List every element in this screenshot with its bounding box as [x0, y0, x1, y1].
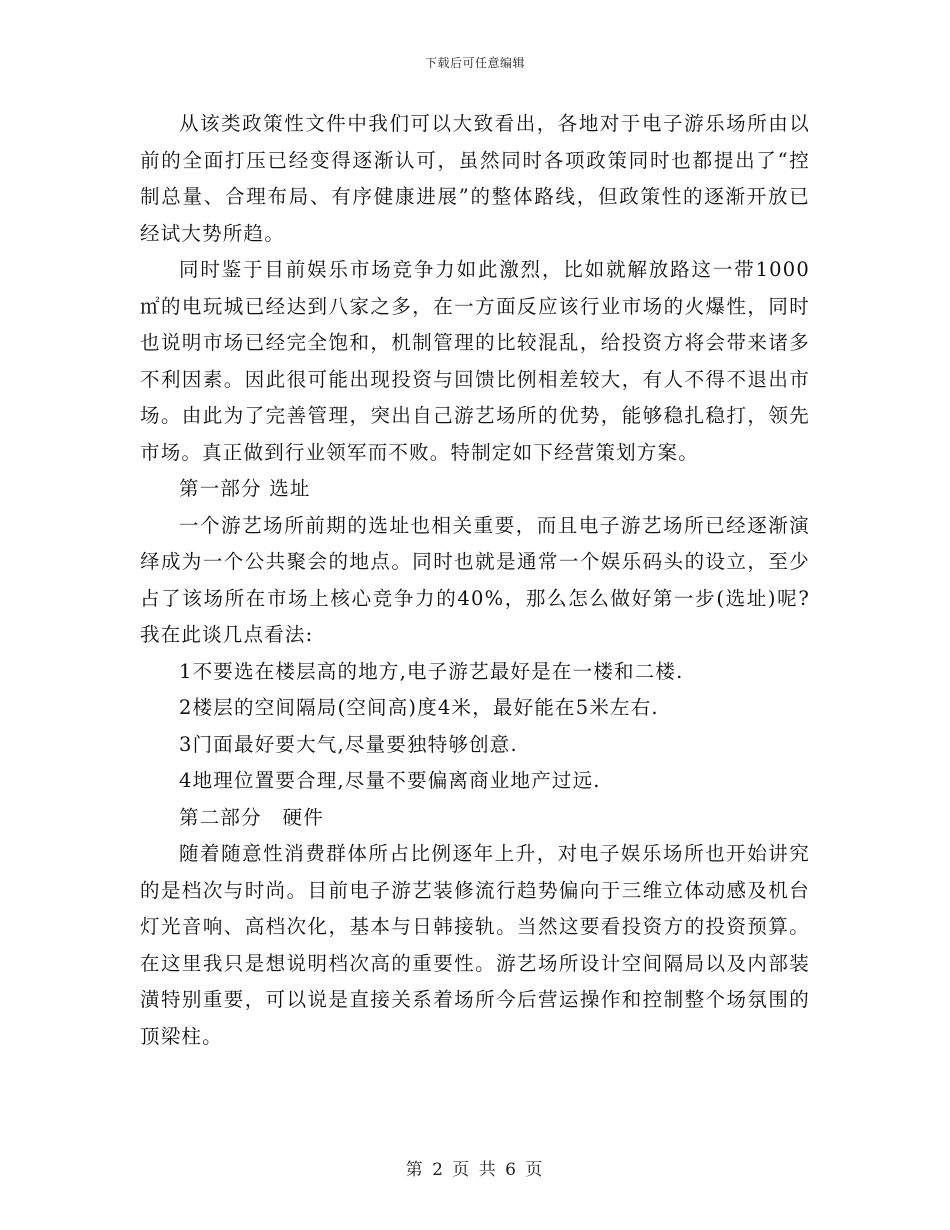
- paragraph-location: 一个游艺场所前期的选址也相关重要，而且电子游艺场所已经逐渐演绎成为一个公共聚会的地点。同时也就是通常一个娱乐码头的设立，至少占了该场所在市场上核心竞争力的40%，那么怎么做好第一步(选址)呢?我在此谈几点看法:: [140, 513, 810, 646]
- paragraph-hardware: 随着随意性消费群体所占比例逐年上升，对电子娱乐场所也开始讲究的是档次与时尚。目前电子游艺装修流行趋势偏向于三维立体动感及机台灯光音响、高档次化，基本与日韩接轨。当然这要看投资方的投资预算。在这里我只是想说明档次高的重要性。游艺场所设计空间隔局以及内部装潢特别重要，可以说是直接关系着场所今后营运操作和控制整个场氛围的顶梁柱。: [140, 842, 810, 1048]
- page-footer: 第 2 页 共 6 页: [405, 1160, 545, 1180]
- section-heading-hardware: 第二部分 硬件: [179, 805, 324, 829]
- document-body: [140, 106, 810, 1055]
- paragraph-policy: 从该类政策性文件中我们可以大致看出，各地对于电子游乐场所由以前的全面打压已经变得逐渐认可，虽然同时各项政策同时也都提出了“控制总量、合理布局、有序健康进展”的整体路线，但政策性的逐渐开放已经试大势所趋。: [140, 112, 810, 245]
- page-header: 下载后可任意编辑: [424, 56, 525, 70]
- paragraph-market: 同时鉴于目前娱乐市场竞争力如此激烈，比如就解放路这一带1000㎡的电玩城已经达到八家之多，在一方面反应该行业市场的火爆性，同时也说明市场已经完全饱和，机制管理的比较混乱，给投资方将会带来诸多不利因素。因此很可能出现投资与回馈比例相差较大，有人不得不退出市场。由此为了完善管理，突出自己游艺场所的优势，能够稳扎稳打，领先市场。真正做到行业领军而不败。特制定如下经营策划方案。: [140, 258, 810, 464]
- section-heading-location: 第一部分 选址: [179, 477, 311, 500]
- list-item: 3门面最好要大气,尽量要独特够创意.: [179, 732, 518, 756]
- list-item: 4地理位置要合理,尽量不要偏离商业地产过远.: [179, 769, 601, 792]
- list-item: 1不要选在楼层高的地方,电子游艺最好是在一楼和二楼.: [179, 659, 684, 683]
- list-item: 2楼层的空间隔局(空间高)度4米，最好能在5米左右.: [179, 696, 659, 719]
